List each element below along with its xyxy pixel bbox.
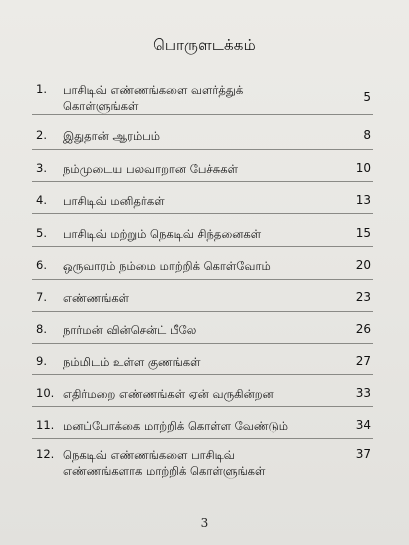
toc-entry-title-line: பாசிடிவ் மனிதர்கள்	[63, 194, 165, 208]
toc-entry-title-line: நம்மிடம் உள்ள குணங்கள்	[63, 355, 201, 369]
toc-entry-title	[63, 386, 333, 402]
toc-entry-title	[63, 226, 333, 242]
toc-entry-title-line: மனப்போக்கை மாற்றிக் கொள்ள வேண்டும்	[63, 419, 288, 433]
toc-entry-title	[63, 447, 333, 479]
toc-entry-page: 15	[355, 226, 371, 240]
toc-entry-page: 33	[355, 386, 371, 400]
divider-rule	[32, 406, 373, 407]
toc-entry-title	[63, 258, 333, 274]
divider-rule	[32, 343, 373, 344]
page-title: பொருளடக்கம்	[153, 36, 256, 54]
toc-entry-number: 3.	[36, 161, 47, 175]
divider-rule	[32, 374, 373, 375]
toc-entry-title-line: நம்முடைய பலவாறான பேச்சுகள்	[63, 162, 239, 176]
toc-entry-page: 27	[355, 354, 371, 368]
divider-rule	[32, 149, 373, 150]
toc-entry-page: 13	[355, 193, 371, 207]
toc-entry-title-line: கொள்ளுங்கள்	[63, 99, 139, 113]
toc-entry-title	[63, 161, 333, 177]
toc-entry-page: 10	[355, 161, 371, 175]
toc-entry-page: 23	[355, 290, 371, 304]
toc-entry-title-line: எதிர்மறை எண்ணங்கள் ஏன் வருகின்றன	[63, 387, 274, 401]
divider-rule	[32, 181, 373, 182]
toc-entry-number: 5.	[36, 226, 47, 240]
toc-entry-page: 5	[363, 90, 371, 104]
toc-entry-title	[63, 322, 333, 338]
toc-entry-title-line: ஒருவாரம் நம்மை மாற்றிக் கொள்வோம்	[63, 259, 271, 273]
toc-entry-page: 34	[355, 418, 371, 432]
divider-rule	[32, 311, 373, 312]
toc-entry-title-line: நார்மன் வின்சென்ட் பீலே	[63, 323, 197, 337]
toc-entry-number: 10.	[36, 386, 55, 400]
toc-entry-title-line: பாசிடிவ் எண்ணங்களை வளர்த்துக்	[63, 83, 244, 97]
toc-entry-page: 8	[363, 128, 371, 142]
toc-entry-title	[63, 128, 333, 144]
toc-entry-title-line: எண்ணங்களாக மாற்றிக் கொள்ளுங்கள்	[63, 464, 266, 478]
toc-entry-number: 7.	[36, 290, 47, 304]
toc-entry-number: 2.	[36, 128, 47, 142]
toc-entry-number: 8.	[36, 322, 47, 336]
toc-entry-page: 37	[355, 447, 371, 461]
divider-rule	[32, 114, 373, 115]
toc-entry-number: 1.	[36, 82, 47, 96]
divider-rule	[32, 246, 373, 247]
divider-rule	[32, 213, 373, 214]
toc-entry-title	[63, 354, 333, 370]
toc-entry-page: 20	[355, 258, 371, 272]
toc-entry-title-line: பாசிடிவ் மற்றும் நெகடிவ் சிந்தனைகள்	[63, 227, 262, 241]
toc-entry-number: 11.	[36, 418, 55, 432]
toc-entry-title	[63, 290, 333, 306]
page-number: 3	[200, 516, 209, 530]
toc-entry-title	[63, 418, 333, 434]
divider-rule	[32, 279, 373, 280]
toc-entry-title-line: நெகடிவ் எண்ணங்களை பாசிடிவ்	[63, 448, 235, 462]
toc-entry-title-line: இதுதான் ஆரம்பம்	[63, 129, 161, 143]
divider-rule	[32, 438, 373, 439]
toc-entry-title	[63, 193, 333, 209]
toc-entry-number: 12.	[36, 447, 55, 461]
toc-entry-title-line: எண்ணங்கள்	[63, 291, 130, 305]
toc-entry-number: 6.	[36, 258, 47, 272]
toc-entry-number: 4.	[36, 193, 47, 207]
toc-entry-title	[63, 82, 333, 114]
toc-entry-page: 26	[355, 322, 371, 336]
toc-entry-number: 9.	[36, 354, 47, 368]
